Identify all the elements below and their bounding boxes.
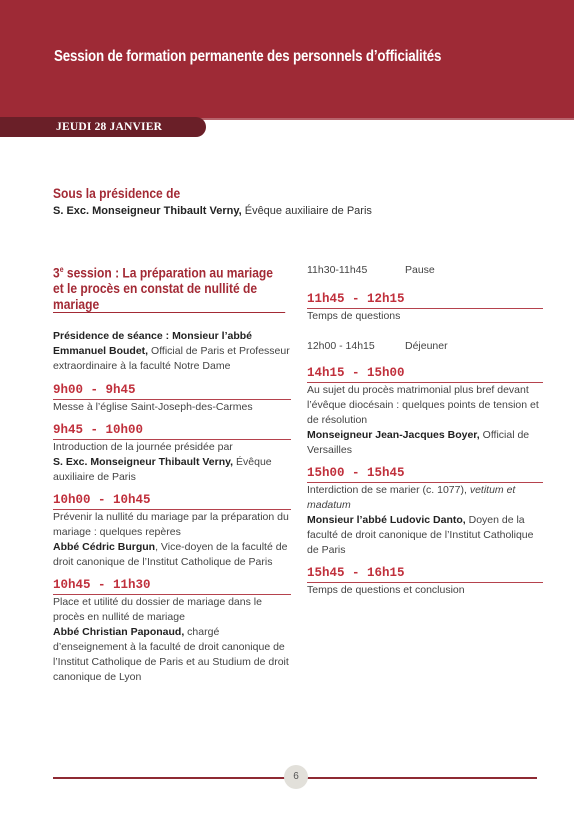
- day-label: JEUDI 28 JANVIER: [56, 121, 163, 133]
- session-number-suffix: e: [59, 265, 64, 274]
- slot-time: 14h15 - 15h00: [307, 366, 543, 383]
- slot-speaker: Abbé Cédric Burgun: [53, 541, 156, 554]
- slot-description: Interdiction de se marier (c. 1077),: [307, 484, 470, 496]
- slot-speaker-role: chargé d’enseignement à la faculté de droit canonique de l’Institut Catholique de Paris et au Studium de droit canonique de Lyon: [53, 626, 289, 684]
- presidency-line: [53, 205, 372, 217]
- slot-description: Introduction de la journée présidée par: [53, 441, 233, 454]
- slot-text: [307, 483, 543, 558]
- slot-speaker-role: , Vice-doyen de la faculté de droit canonique de l’Institut Catholique de Paris: [53, 541, 288, 569]
- footer-line-left: [53, 777, 285, 779]
- slot-speaker: Monseigneur Jean-Jacques Boyer,: [307, 429, 480, 441]
- page-title: Session de formation permanente des personnels d’officialités: [54, 48, 442, 65]
- pause-label: Pause: [405, 264, 435, 276]
- slot-text: Temps de questions et conclusion: [307, 584, 465, 596]
- slot-text: Temps de questions: [307, 310, 401, 322]
- session-title: [53, 262, 285, 313]
- presidency-heading: Sous la présidence de: [53, 185, 181, 201]
- slot-speaker: S. Exc. Monseigneur Thibault Verny,: [53, 456, 234, 469]
- chair-label: Présidence de séance : Monsieur l’abbé Emmanuel Boudet,: [53, 330, 252, 358]
- lunch-label: Déjeuner: [405, 340, 448, 352]
- slot-time: 11h45 - 12h15: [307, 292, 543, 309]
- slot-speaker: Monsieur l’abbé Ludovic Danto,: [307, 514, 466, 526]
- session-title-text: session : La préparation au mariage et le procès en constat de nullité de mariage: [53, 264, 273, 312]
- slot-text: [53, 510, 291, 570]
- presidency-role: Évêque auxiliaire de Paris: [241, 205, 372, 217]
- left-column: [53, 262, 291, 685]
- session-number: 3: [53, 264, 60, 281]
- slot-time: 9h00 - 9h45: [53, 383, 291, 400]
- slot-speaker-role: Doyen de la faculté de droit canonique de l’Institut Catholique de Paris: [307, 514, 534, 556]
- pause-row: [307, 263, 543, 278]
- slot-description: Place et utilité du dossier de mariage dans le procès en nullité de mariage: [53, 596, 262, 624]
- slot-text: [53, 595, 291, 685]
- right-column: [307, 263, 543, 598]
- slot-time: 15h00 - 15h45: [307, 466, 543, 483]
- slot-time: 10h00 - 10h45: [53, 493, 291, 510]
- slot-speaker: Abbé Christian Paponaud,: [53, 626, 185, 639]
- page-number: 6: [284, 765, 308, 789]
- slot-text: [53, 440, 291, 485]
- slot-time: 10h45 - 11h30: [53, 578, 291, 595]
- slot-description: Au sujet du procès matrimonial plus bref devant l’évêque diocésain : quelques points de tension et de résolution: [307, 384, 539, 426]
- slot-text: [307, 383, 543, 458]
- footer-line-right: [307, 777, 537, 779]
- slot-time: 15h45 - 16h15: [307, 566, 543, 583]
- lunch-time: 12h00 - 14h15: [307, 340, 375, 352]
- slot-speaker-role: Official de Versailles: [307, 429, 530, 456]
- slot-description: Prévenir la nullité du mariage par la préparation du mariage : quelques repères: [53, 511, 289, 539]
- chair-role: Official de Paris et Professeur extraordinaire à la faculté Notre Dame: [53, 345, 290, 373]
- slot-text: Messe à l’église Saint-Joseph-des-Carmes: [53, 401, 253, 414]
- lunch-row: [307, 339, 543, 354]
- slot-time: 9h45 - 10h00: [53, 423, 291, 440]
- pause-time: 11h30-11h45: [307, 264, 368, 276]
- slot-description-italic: vetitum et madatum: [307, 484, 516, 511]
- slot-speaker-role: Évêque auxiliaire de Paris: [53, 456, 272, 484]
- session-chair: [53, 329, 291, 374]
- presidency-name: S. Exc. Monseigneur Thibault Verny,: [53, 205, 242, 217]
